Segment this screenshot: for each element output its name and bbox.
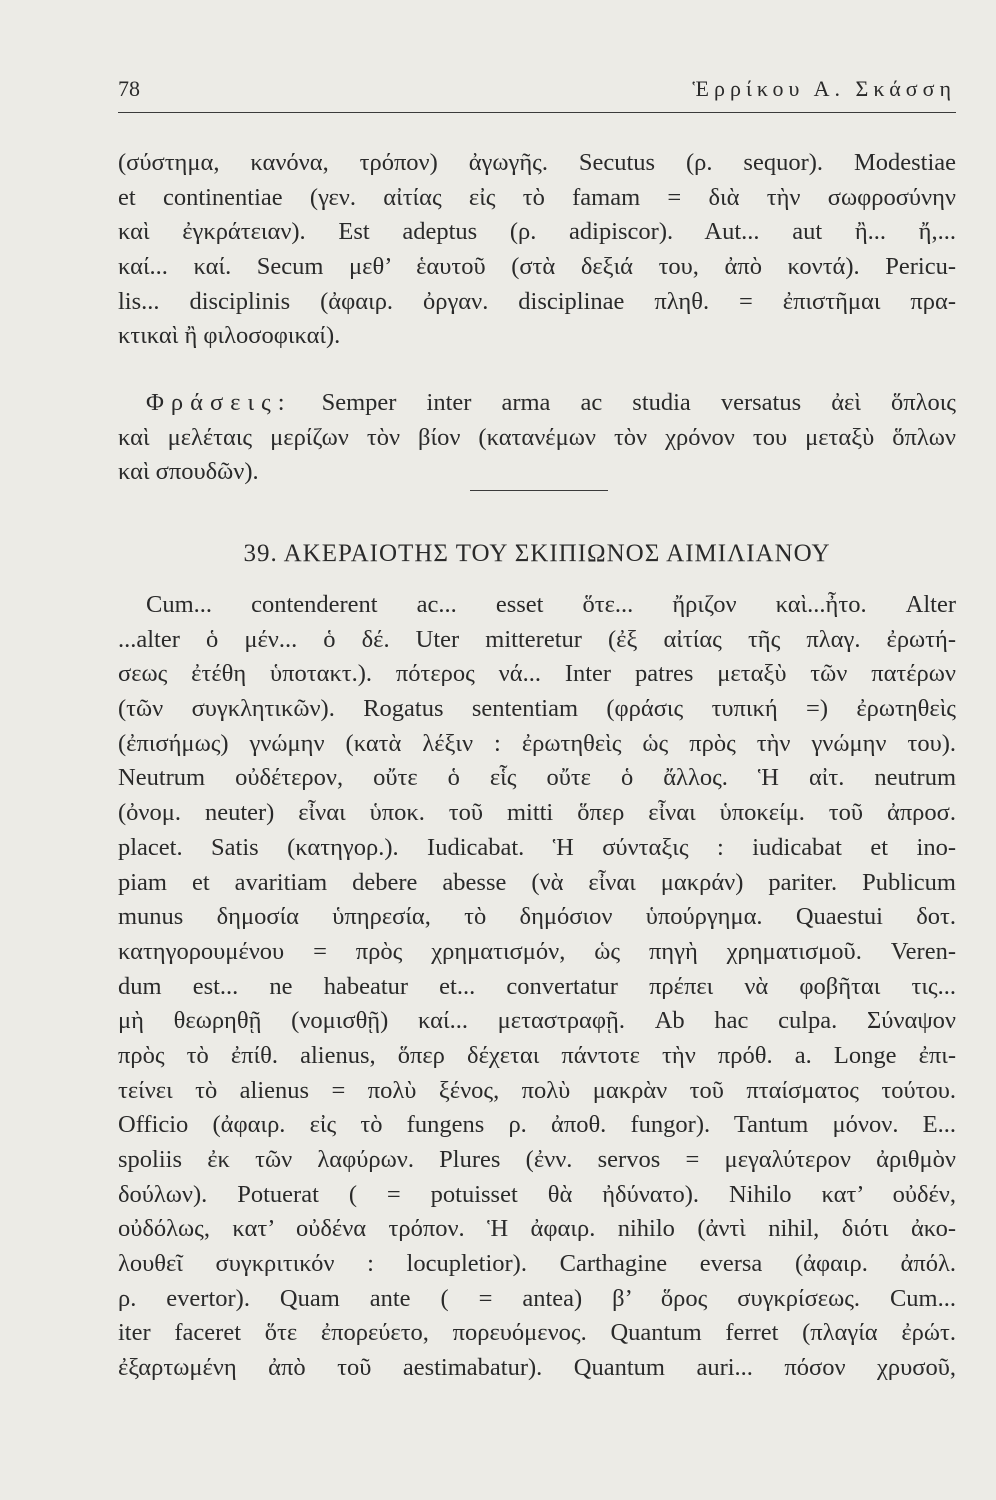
phrases-paragraph	[118, 386, 956, 490]
text-line: πρὸς τὸ ἐπίθ. alienus, ὅπερ δέχεται πάντοτε τὴν πρόθ. a. Longe ἐπι-	[118, 1041, 956, 1069]
text-line: Cum... contenderent ac... esset ὅτε... ἤριζον καὶ...ἦτο. Alter	[146, 591, 956, 618]
text-line: ρ. evertor). Quam ante ( = antea) β’ ὅρος συγκρίσεως. Cum...	[118, 1284, 956, 1312]
text-line: (τῶν συγκλητικῶν). Rogatus sententiam (φράσις τυπική =) ἐρωτηθεὶς	[118, 695, 956, 723]
text-line: dum est... ne habeatur et... convertatur πρέπει νὰ φοβῆται τις...	[118, 972, 956, 1000]
text-line: κτικαὶ ἢ φιλοσοφικαί).	[118, 322, 341, 350]
text-line: Neutrum οὐδέτερον, οὔτε ὁ εἷς οὔτε ὁ ἄλλος. Ἡ αἰτ. neutrum	[118, 764, 956, 792]
page-header	[118, 76, 956, 102]
paragraph-notes	[118, 146, 956, 354]
text-line: καί... καί. Secum μεθ’ ἑαυτοῦ (στὰ δεξιά του, ἀπὸ κοντά). Pericu-	[118, 253, 956, 281]
text-line: et continentiae (γεν. αἰτίας εἰς τὸ famam = διὰ τὴν σωφροσύνην	[118, 183, 956, 211]
page-number: 78	[118, 76, 140, 101]
text-line: δούλων). Potuerat ( = potuisset θὰ ἠδύνατο). Nihilo κατ’ οὐδέν,	[118, 1180, 956, 1208]
text-line: spoliis ἐκ τῶν λαφύρων. Plures (ἐνν. servos = μεγαλύτερον ἀριθμὸν	[118, 1146, 956, 1173]
text-line: (σύστημα, κανόνα, τρόπον) ἀγωγῆς. Secutus (ρ. sequor). Modestiae	[118, 149, 956, 176]
text-line: λουθεῖ συγκριτικόν : locupletior). Carthagine eversa (ἀφαιρ. ἀπόλ.	[118, 1250, 956, 1278]
text-line: placet. Satis (κατηγορ.). Iudicabat. Ἡ σύνταξις : iudicabat et ino-	[118, 833, 956, 861]
text-line: piam et avaritiam debere abesse (νὰ εἶναι μακράν) pariter. Publicum	[118, 868, 956, 896]
text-line: μὴ θεωρηθῇ (νομισθῇ) καί... μεταστραφῇ. Ab hac culpa. Σύναψον	[118, 1007, 956, 1035]
text-line: (ἐπισήμως) γνώμην (κατὰ λέξιν : ἐρωτηθεὶς ὡς πρὸς τὴν γνώμην του).	[118, 729, 956, 757]
text-line: iter faceret ὅτε ἐπορεύετο, πορευόμενος. Quantum ferret (πλαγία ἐρώτ.	[118, 1319, 956, 1347]
text-line: Officio (ἀφαιρ. εἰς τὸ fungens ρ. ἀποθ. fungor). Tantum μόνον. E...	[118, 1111, 956, 1139]
text-line: ἐξαρτωμένη ἀπὸ τοῦ aestimabatur). Quantum auri... πόσον χρυσοῦ,	[118, 1354, 956, 1382]
text-line: (ὀνομ. neuter) εἶναι ὑποκ. τοῦ mitti ὅπερ εἶναι ὑποκείμ. τοῦ ἀπροσ.	[118, 799, 956, 827]
header-rule	[118, 112, 956, 113]
text-line: munus δημοσία ὑπηρεσία, τὸ δημόσιον ὑπούργημα. Quaestui δοτ.	[118, 903, 956, 931]
text-line: καὶ ἐγκράτειαν). Est adeptus (ρ. adipiscor). Aut... aut ἢ... ἤ,...	[118, 218, 956, 246]
text-line: lis... disciplinis (ἀφαιρ. ὀργαν. disciplinae πληθ. = ἐπιστῆμαι πρα-	[118, 287, 956, 315]
text-line: ...alter ὁ μέν... ὁ δέ. Uter mitteretur (ἐξ αἰτίας τῆς πλαγ. ἐρωτή-	[118, 625, 956, 653]
text-line: σεως ἐτέθη ὑποτακτ.). πότερος νά... Inter patres μεταξὺ τῶν πατέρων	[118, 660, 956, 688]
section-separator	[470, 490, 608, 491]
text-line: Φράσεις: Semper inter arma ac studia versatus ἀεὶ ὅπλοις	[146, 389, 956, 416]
text-line: κατηγορουμένου = πρὸς χρηματισμόν, ὡς πηγὴ χρηματισμοῦ. Veren-	[118, 937, 956, 965]
running-title: Ἑρρίκου Α. Σκάσση	[692, 76, 956, 101]
text-line: καὶ σπουδῶν).	[118, 458, 259, 486]
text-line: καὶ μελέταις μερίζων τὸν βίον (κατανέμων τὸν χρόνον του μεταξὺ ὅπλων	[118, 423, 956, 451]
text-line: οὐδόλως, κατ’ οὐδένα τρόπον. Ἡ ἀφαιρ. nihilo (ἀντὶ nihil, διότι ἀκο-	[118, 1215, 956, 1243]
text-line: τείνει τὸ alienus = πολὺ ξένος, πολὺ μακρὰν τοῦ πταίσματος τούτου.	[118, 1076, 956, 1104]
phrases-label: Φράσεις:	[146, 389, 292, 416]
section-body	[118, 588, 956, 1386]
section-heading: 39. ΑΚΕΡΑΙΟΤΗΣ ΤΟΥ ΣΚΙΠΙΩΝΟΣ ΑΙΜΙΛΙΑΝΟΥ	[243, 540, 831, 567]
